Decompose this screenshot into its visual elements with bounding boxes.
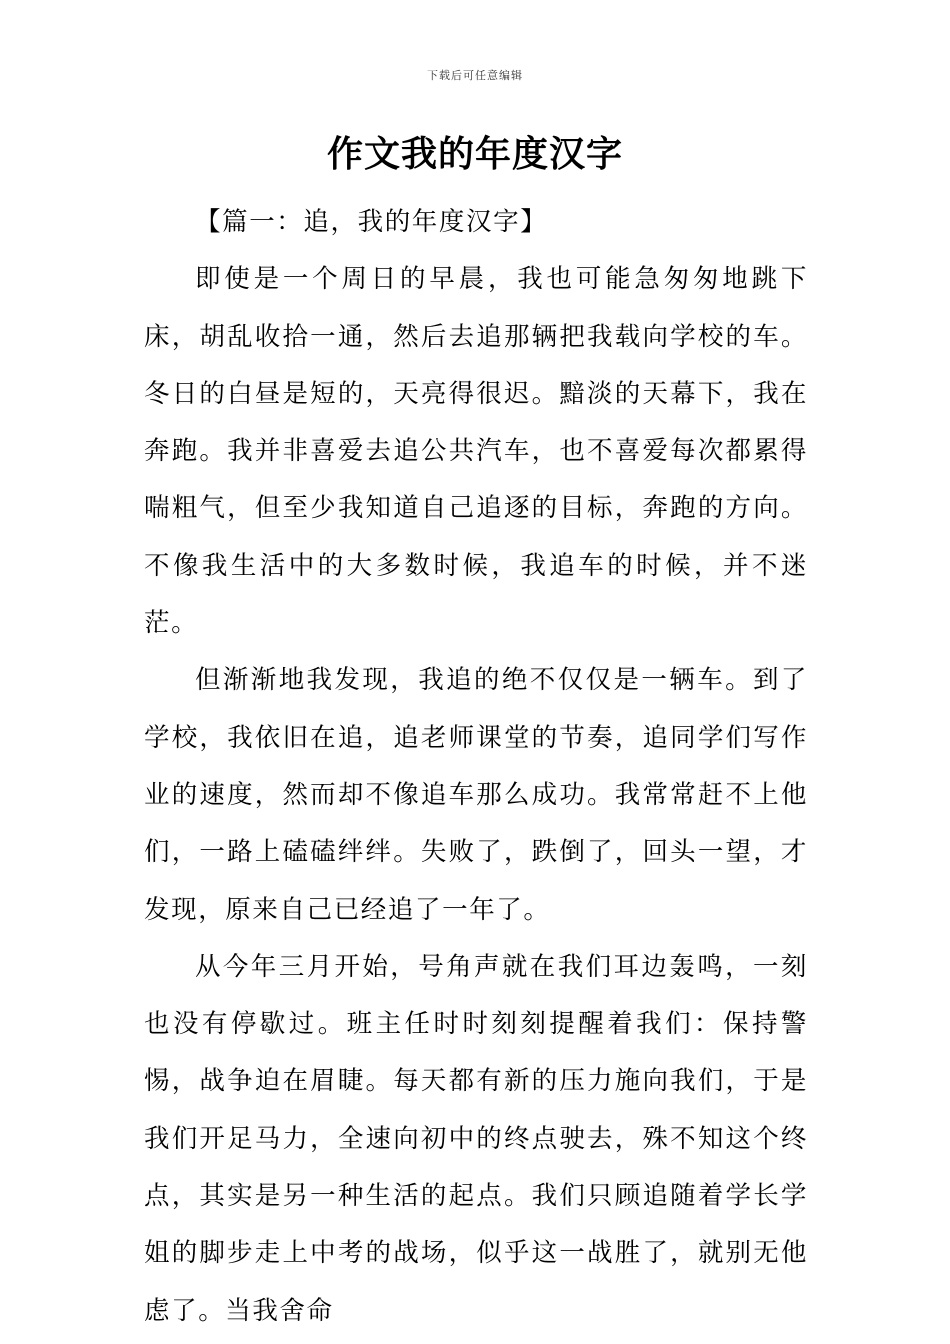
section-heading: 【篇一：追，我的年度汉字】 — [195, 207, 548, 237]
paragraph-2: 但渐渐地我发现，我追的绝不仅仅是一辆车。到了学校，我依旧在追，追老师课堂的节奏，追同学们写作业的速度，然而却不像追车那么成功。我常常赶不上他们，一路上磕磕绊绊。失败了，跌倒了，回头一望，才发现，原来自己已经追了一年了。 — [144, 665, 808, 925]
document-title: 作文我的年度汉字 — [326, 134, 623, 175]
paragraph-3: 从今年三月开始，号角声就在我们耳边轰鸣，一刻也没有停歇过。班主任时时刻刻提醒着我们：保持警惕，战争迫在眉睫。每天都有新的压力施向我们，于是我们开足马力，全速向初中的终点驶去，殊不知这个终点，其实是另一种生活的起点。我们只顾追随着学长学姐的脚步走上中考的战场，似乎这一战胜了，就别无他虑了。当我舍命 — [144, 951, 808, 1326]
header-note: 下载后可任意编辑 — [427, 69, 523, 82]
document-body — [144, 194, 808, 1340]
paragraph-1: 即使是一个周日的早晨，我也可能急匆匆地跳下床，胡乱收拾一通，然后去追那辆把我载向学校的车。冬日的白昼是短的，天亮得很迟。黯淡的天幕下，我在奔跑。我并非喜爱去追公共汽车，也不喜爱每次都累得喘粗气，但至少我知道自己追逐的目标，奔跑的方向。不像我生活中的大多数时候，我追车的时候，并不迷茫。 — [144, 264, 808, 639]
